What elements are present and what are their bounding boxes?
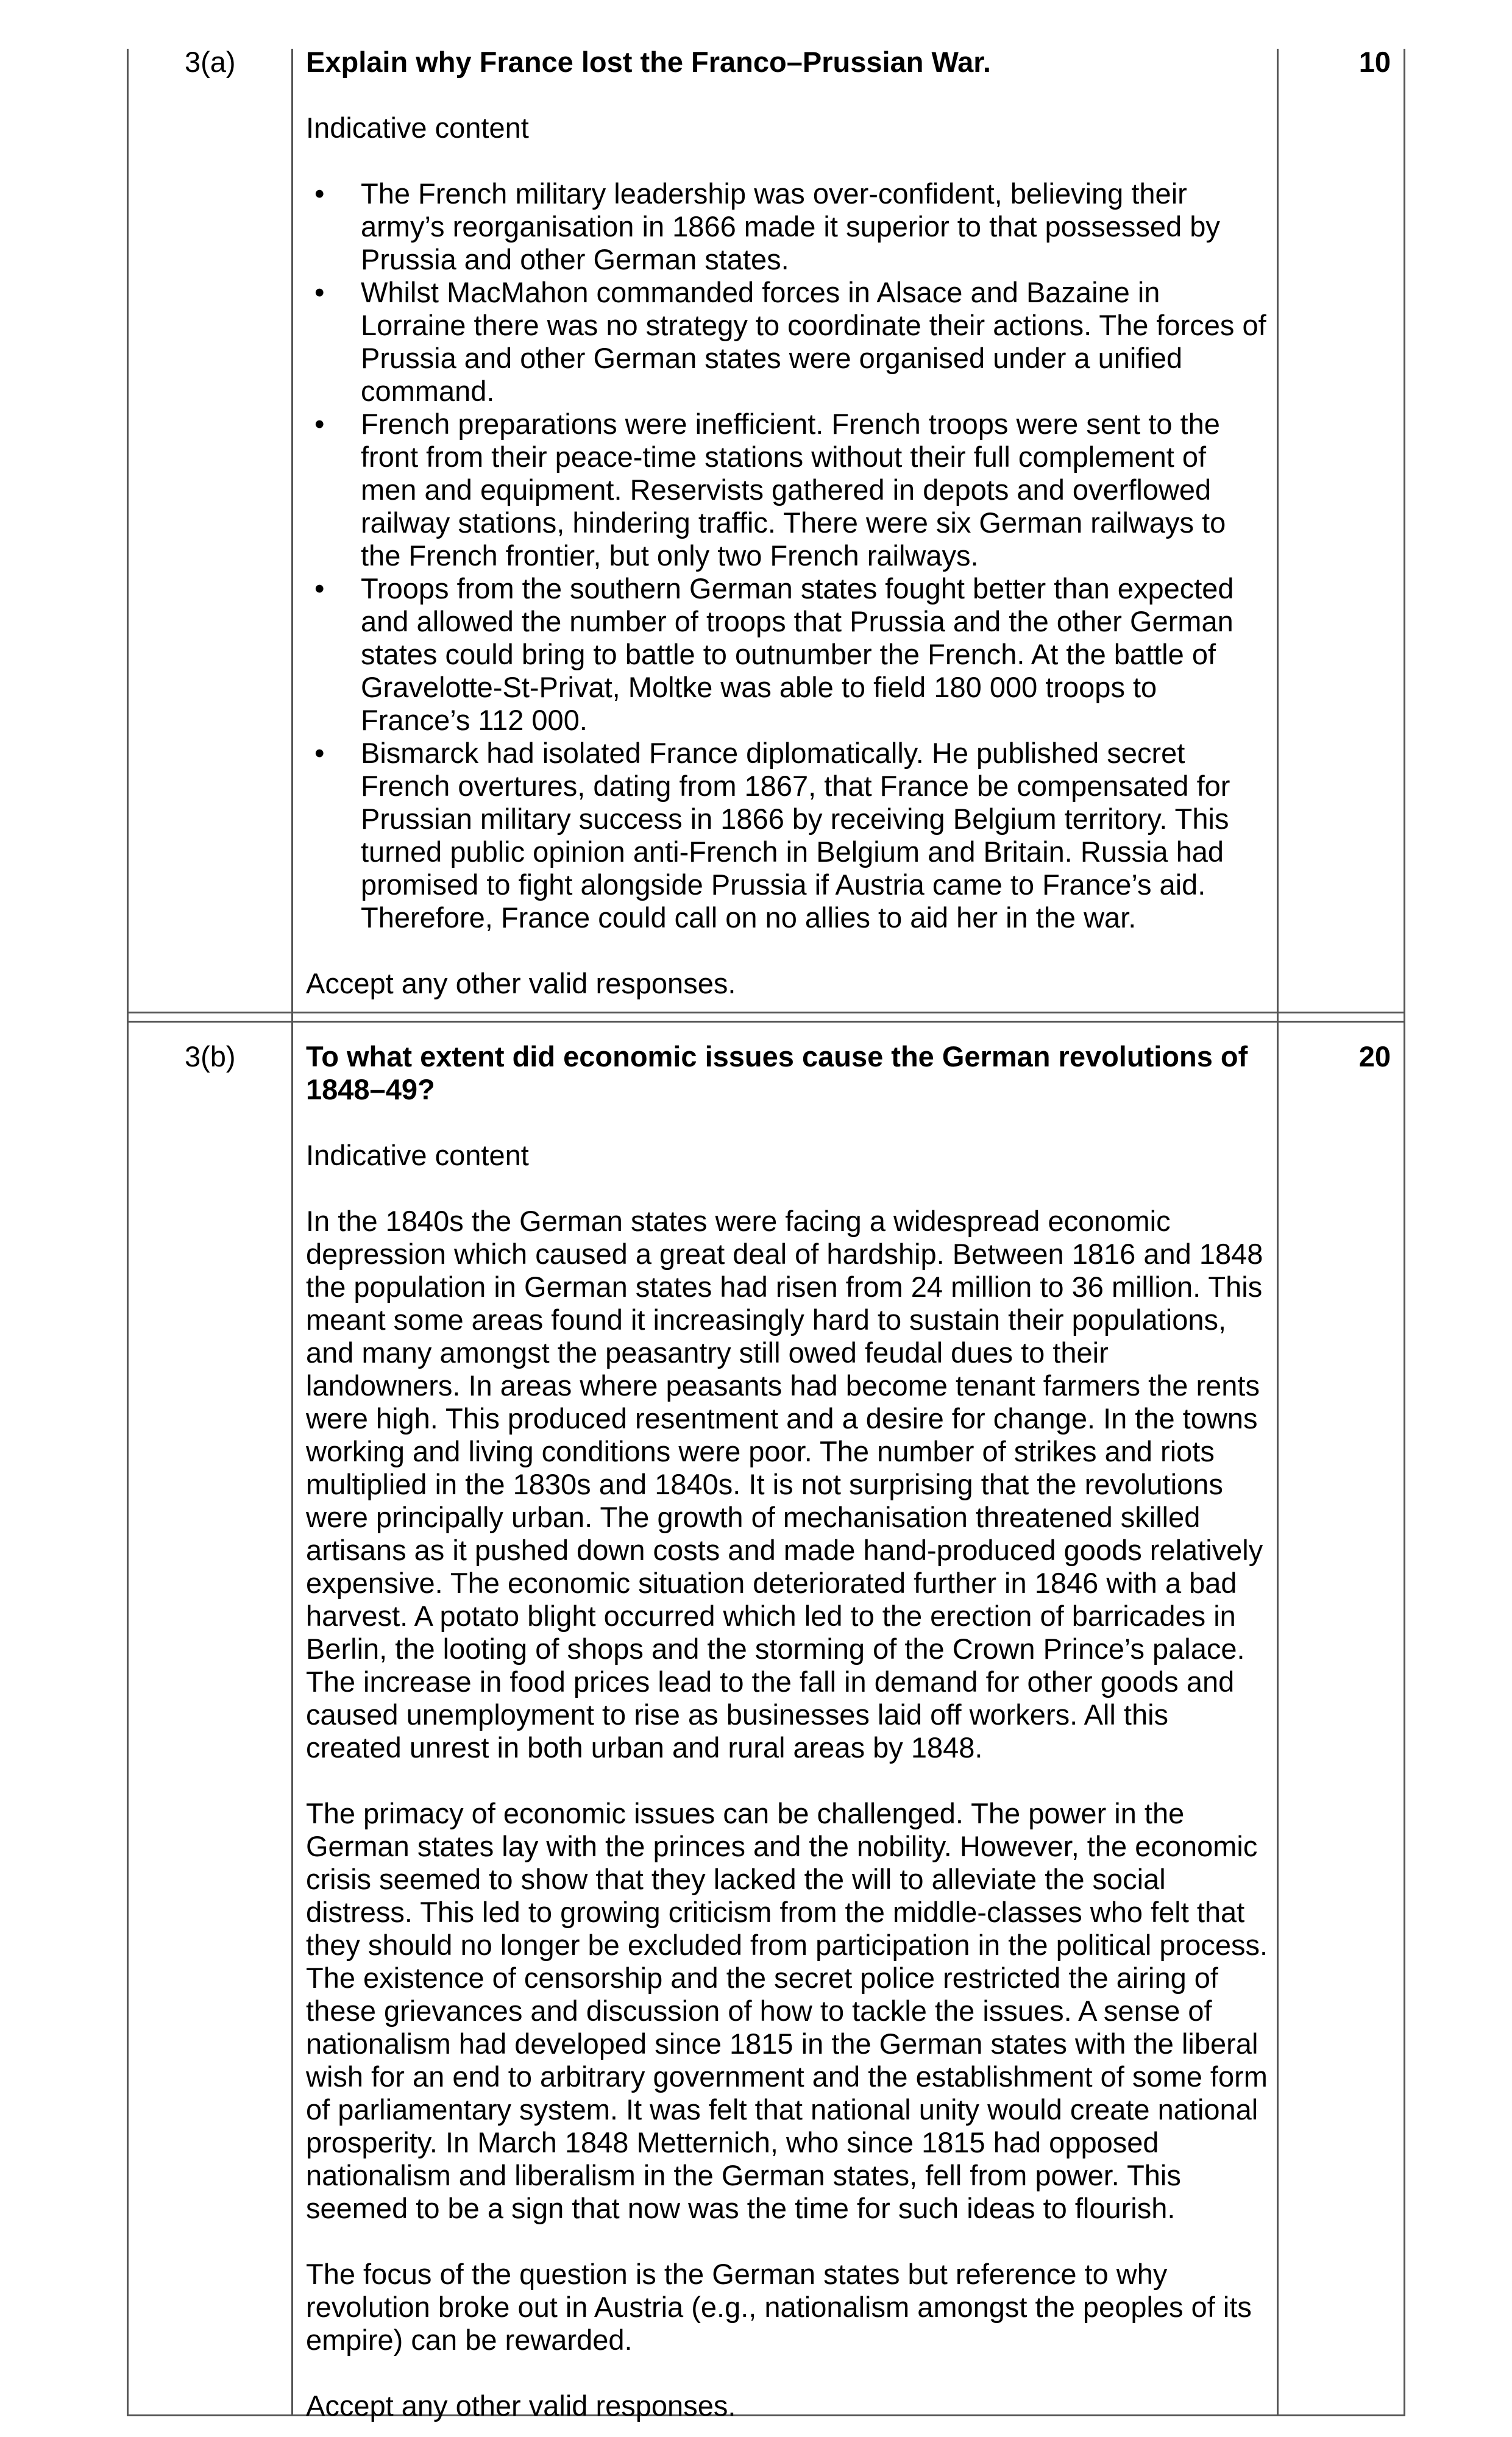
content-paragraph: In the 1840s the German states were facing a widespread economic depression which caused a great deal of hardship. Between 1816 and 1848 the population in German states had risen from 24 million to 36 million. This meant some areas found it increasingly hard to sustain their populations, and many amongst the peasantry still owed feudal dues to their landowners. In areas where peasants had become tenant farmers the rents were high. This produced resentment and a desire for change. In the towns working and living conditions were poor. The number of strikes and riots multiplied in the 1830s and 1840s. It is not surprising that the revolutions were principally urban. The growth of mechanisation threatened skilled artisans as it pushed down costs and made hand-produced goods relatively expensive. The economic situation deteriorated further in 1846 with a bad harvest. A potato blight occurred which led to the erection of barricades in Berlin, the looting of shops and the storming of the Crown Prince’s palace. The increase in food prices lead to the fall in demand for other goods and caused unemployment to rise as businesses laid off workers. All this created unrest in both urban and rural areas by 1848.: [306, 1205, 1263, 1764]
closing-note: Accept any other valid responses.: [306, 967, 736, 999]
row-separator-bottom: [127, 1021, 1405, 1023]
question-title: Explain why France lost the Franco–Prussian War.: [306, 46, 991, 78]
question-marks: 10: [1358, 46, 1391, 78]
answer-cell: [306, 46, 1269, 1000]
bullet-icon: •: [314, 177, 325, 210]
table-border-right: [1404, 49, 1405, 2416]
column-divider-number: [291, 49, 293, 2416]
indicative-content-label: Indicative content: [306, 112, 529, 144]
list-item: • Bismarck had isolated France diplomatically. He published secret French overtures, dating from 1867, that France be compensated for Prussian military success in 1866 by receiving Belgium territory. This turned public opinion anti-French in Belgium and Britain. Russia had promised to fight alongside Prussia if Austria came to France’s aid. Therefore, France could call on no allies to aid her in the war.: [314, 737, 1230, 934]
bullet-icon: •: [314, 572, 325, 605]
list-item: • Whilst MacMahon commanded forces in Alsace and Bazaine in Lorraine there was no strategy to coordinate their actions. The forces of Prussia and other German states were organised under a unified command.: [314, 276, 1266, 407]
bullet-icon: •: [314, 276, 325, 308]
question-marks: 20: [1358, 1040, 1391, 1073]
closing-note: Accept any other valid responses.: [306, 2389, 736, 2422]
answer-cell: [306, 1040, 1269, 2422]
indicative-content-list: [306, 177, 1269, 934]
list-item: • French preparations were inefficient. French troops were sent to the front from their peace-time stations without their full complement of men and equipment. Reservists gathered in depots and overflowed railway stations, hindering traffic. There were six German railways to the French frontier, but only two French railways.: [314, 408, 1226, 572]
content-paragraph: The focus of the question is the German states but reference to why revolution broke out in Austria (e.g., nationalism amongst the peoples of its empire) can be rewarded.: [306, 2258, 1252, 2356]
row-separator-top: [127, 1012, 1405, 1013]
bullet-icon: •: [314, 737, 325, 769]
list-item: • The French military leadership was over-confident, believing their army’s reorganisation in 1866 made it superior to that possessed by Prussia and other German states.: [314, 177, 1220, 275]
question-number: 3(a): [185, 46, 236, 78]
question-number: 3(b): [185, 1040, 236, 1073]
bullet-icon: •: [314, 408, 325, 440]
table-border-left: [127, 49, 129, 2416]
list-item: • Troops from the southern German states fought better than expected and allowed the number of troops that Prussia and the other German states could bring to battle to outnumber the French. At the battle of Gravelotte-St-Privat, Moltke was able to field 180 000 troops to France’s 112 000.: [314, 572, 1234, 736]
question-title: To what extent did economic issues cause the German revolutions of 1848–49?: [306, 1040, 1248, 1105]
content-paragraph: The primacy of economic issues can be challenged. The power in the German states lay with the princes and the nobility. However, the economic crisis seemed to show that they lacked the will to alleviate the social distress. This led to growing criticism from the middle-classes who felt that they should no longer be excluded from participation in the political process. The existence of censorship and the secret police restricted the airing of these grievances and discussion of how to tackle the issues. A sense of nationalism had developed since 1815 in the German states with the liberal wish for an end to arbitrary government and the establishment of some form of parliamentary system. It was felt that national unity would create national prosperity. In March 1848 Metternich, who since 1815 had opposed nationalism and liberalism in the German states, fell from power. This seemed to be a sign that now was the time for such ideas to flourish.: [306, 1797, 1268, 2224]
column-divider-marks: [1277, 49, 1279, 2416]
indicative-content-label: Indicative content: [306, 1139, 529, 1171]
